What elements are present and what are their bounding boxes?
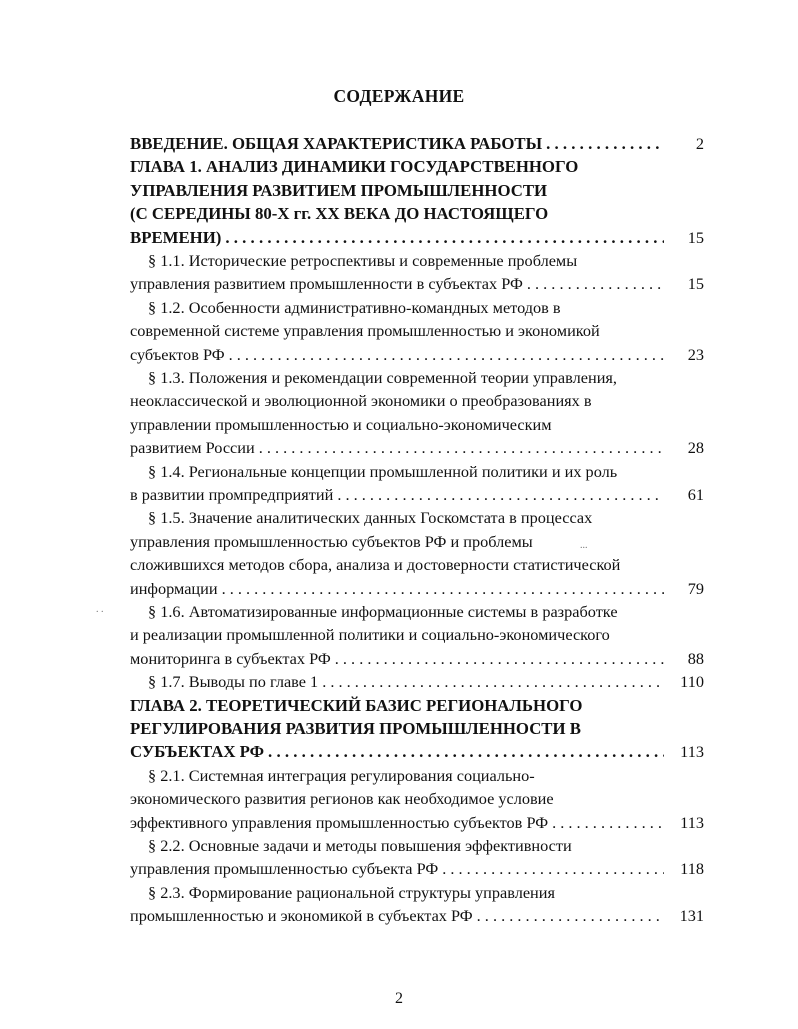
toc-page-number: 88 (687, 648, 704, 668)
toc-page-number: 131 (679, 906, 704, 926)
toc-entry-line: ВРЕМЕНИ) (130, 227, 222, 247)
toc-entry-line: неоклассической и эволюционной экономики о преобразованиях в (130, 391, 592, 411)
toc-entry-line: сложившихся методов сбора, анализа и достоверности статистической (130, 555, 621, 575)
page-number: 2 (395, 990, 403, 1007)
toc-entry-line: § 1.6. Автоматизированные информационные системы в разработке (148, 602, 618, 621)
toc-page-number: 113 (680, 812, 704, 832)
toc-entry-line: ГЛАВА 1. АНАЛИЗ ДИНАМИКИ ГОСУДАРСТВЕННОГО (130, 157, 579, 177)
toc-page-number: 61 (687, 485, 704, 504)
leader-dots (552, 811, 664, 834)
toc-page-number: 113 (680, 742, 704, 762)
toc-entry-line: развитием России (130, 438, 255, 458)
toc-entry-line: § 1.3. Положения и рекомендации современной теории управления, (148, 368, 617, 387)
toc-entry-line: § 2.3. Формирование рациональной структуры управления (148, 882, 555, 902)
toc-entry-line: СУБЪЕКТАХ РФ (130, 742, 265, 762)
toc-entry-line: ВВЕДЕНИЕ. ОБЩАЯ ХАРАКТЕРИСТИКА РАБОТЫ (130, 134, 543, 153)
toc-entry-line: § 1.2. Особенности административно-командных методов в (148, 297, 561, 317)
leader-dots (337, 483, 664, 506)
toc-entry-line: современной системе управления промышленностью и экономикой (130, 321, 600, 341)
toc-entry-line: ГЛАВА 2. ТЕОРЕТИЧЕСКИЙ БАЗИС РЕГИОНАЛЬНОГО (130, 695, 583, 715)
toc-entry-line: управления промышленностью субъектов РФ и проблемы (130, 531, 533, 551)
toc-entry-line: и реализации промышленной политики и социально-экономического (130, 625, 610, 645)
toc-page-number: 23 (687, 344, 704, 364)
toc-entry-line: УПРАВЛЕНИЯ РАЗВИТИЕМ ПРОМЫШЛЕННОСТИ (130, 180, 548, 200)
toc-page-number: 118 (680, 859, 704, 879)
page-title: СОДЕРЖАНИЕ (333, 86, 465, 106)
toc-entry-line: (С СЕРЕДИНЫ 80-Х гг. XX ВЕКА ДО НАСТОЯЩЕГО (130, 204, 549, 224)
toc-entry-line: управлении промышленностью и социально-экономическим (130, 414, 552, 434)
leader-dots (477, 904, 664, 927)
leader-dots (546, 132, 664, 155)
toc-entry-line: § 1.1. Исторические ретроспективы и современные проблемы (148, 251, 578, 270)
toc-entry-line: управления развитием промышленности в субъектах РФ (130, 274, 523, 294)
toc-entry-line: экономического развития регионов как необходимое условие (130, 789, 554, 809)
toc-page-number: 15 (687, 274, 704, 294)
toc-entry-line: в развитии промпредприятий (130, 485, 334, 504)
toc-entry-line: § 2.1. Системная интеграция регулирования социально- (148, 765, 535, 785)
leader-dots (335, 647, 664, 670)
scan-speck: . . (96, 604, 104, 615)
toc-entry-line: § 1.7. Выводы по главе 1 (148, 672, 319, 692)
scan-speck: ... (580, 540, 588, 551)
leader-dots (259, 436, 664, 459)
toc-entry-line: § 2.2. Основные задачи и методы повышения эффективности (148, 836, 572, 855)
leader-dots (222, 577, 664, 600)
toc-entry-line: § 1.4. Региональные концепции промышленной политики и их роль (148, 461, 618, 481)
toc-page-number: 28 (687, 438, 704, 458)
leader-dots (268, 740, 664, 763)
toc-page-number: 2 (695, 134, 704, 153)
leader-dots (442, 857, 664, 880)
toc-entry-line: информации (130, 578, 218, 598)
toc-entry-line: субъектов РФ (130, 344, 225, 364)
toc-page-number: 110 (680, 672, 704, 692)
leader-dots (527, 272, 664, 295)
toc-entry-line: эффективного управления промышленностью субъектов РФ (130, 812, 549, 832)
toc-entry-line: РЕГУЛИРОВАНИЯ РАЗВИТИЯ ПРОМЫШЛЕННОСТИ В (130, 719, 581, 738)
toc-entry-line: мониторинга в субъектах РФ (130, 648, 331, 668)
leader-dots (229, 343, 664, 366)
leader-dots (322, 670, 664, 693)
toc-entry-line: промышленностью и экономикой в субъектах РФ (130, 906, 473, 926)
leader-dots (225, 226, 664, 249)
toc-entry-line: управления промышленностью субъекта РФ (130, 859, 439, 879)
toc-page-number: 15 (687, 227, 704, 247)
toc-page-number: 79 (687, 578, 704, 598)
toc-entry-line: § 1.5. Значение аналитических данных Госкомстата в процессах (148, 508, 593, 528)
